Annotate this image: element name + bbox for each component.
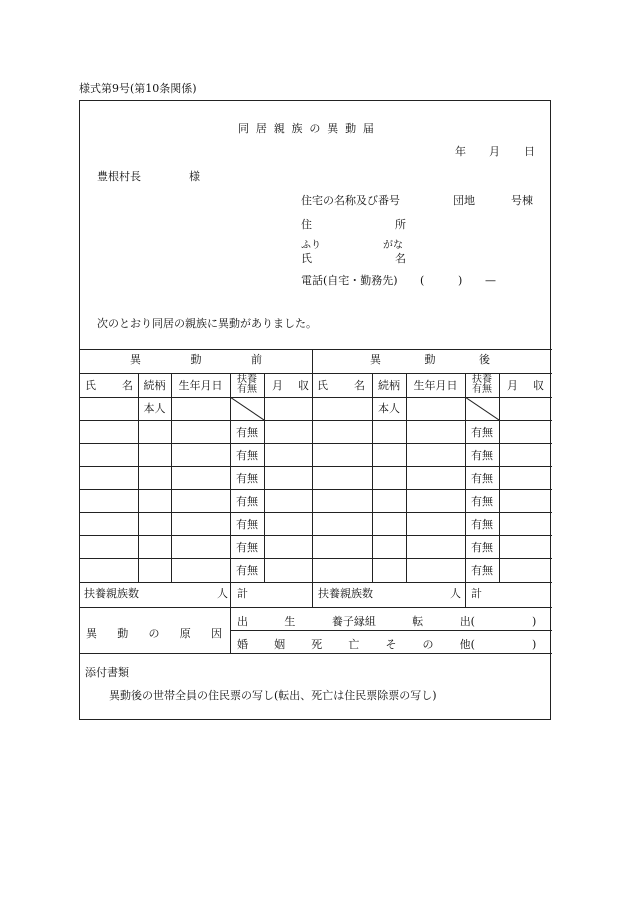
reason-row2-item-5: の: [422, 638, 434, 651]
after-dependent-cell-3: 有無: [471, 495, 493, 508]
after-col-dependent-top: 扶養: [472, 374, 492, 385]
title-char-2: 親: [273, 122, 285, 135]
after-col-name-a: 氏: [317, 379, 328, 392]
before-col-dependent-top: 扶養: [237, 374, 257, 385]
name-label-a: 氏: [301, 252, 312, 265]
reason-row2-item-3: 亡: [348, 638, 360, 651]
attachments-label: 添付書類: [85, 666, 129, 679]
reason-row2-item-0: 婚: [237, 638, 248, 651]
rule-row-4: [80, 512, 552, 513]
notification-form: [79, 100, 551, 720]
rule-h-4: [80, 607, 552, 608]
before-dependent-cell-6: 有無: [236, 564, 258, 577]
after-self-dependent-slash: [465, 397, 499, 420]
rule-v-total-1: [312, 582, 313, 607]
danchi-label: 団地: [453, 194, 475, 207]
before-dependent-cell-4: 有無: [236, 518, 258, 531]
title-char-7: 届: [362, 122, 374, 135]
after-col-income-b: 収: [533, 379, 544, 392]
after-dependent-cell-5: 有無: [471, 541, 493, 554]
rule-row-2: [80, 466, 552, 467]
before-col-income-a: 月: [272, 379, 283, 392]
after-col-dependent-bottom: 有無: [472, 384, 492, 395]
reason-row2-close: ): [532, 638, 537, 651]
section-after-char-0: 異: [370, 353, 381, 366]
reason-row1-item-1: 生: [284, 615, 296, 628]
before-col-name-a: 氏: [85, 379, 96, 392]
addressee-name: 豊根村長: [97, 170, 141, 183]
reason-label-char-2: の: [148, 627, 160, 640]
after-sum-label: 計: [471, 587, 482, 600]
reason-row1-item-0: 出: [237, 615, 248, 628]
rule-h-5: [80, 653, 552, 654]
title-char-0: 同: [238, 122, 249, 135]
reason-row1-item-3: 転: [412, 615, 424, 628]
reason-row1-item-2: 養子縁組: [331, 615, 376, 628]
after-self-relation: 本人: [378, 402, 400, 415]
address-label-b: 所: [395, 218, 406, 231]
before-col-name-b: 名: [122, 379, 133, 392]
reason-options-row2: [237, 639, 475, 650]
rule-v-3: [264, 373, 265, 582]
section-before-char-2: 前: [251, 353, 262, 366]
before-col-dependent: [234, 375, 260, 395]
reason-label: [86, 628, 222, 639]
block-label: 号棟: [511, 194, 533, 207]
before-self-relation: 本人: [143, 402, 166, 415]
after-dependent-cell-6: 有無: [471, 564, 493, 577]
after-dependent-cell-1: 有無: [471, 449, 493, 462]
reason-row2-item-4: そ: [385, 638, 397, 651]
before-dependents-label: 扶養親族数: [84, 587, 139, 600]
title-char-1: 居: [255, 122, 267, 135]
after-col-dependent: [469, 375, 495, 395]
section-after-char-2: 後: [479, 353, 490, 366]
after-dependents-unit: 人: [450, 587, 461, 600]
rule-v-5: [406, 373, 407, 582]
reason-row2-item-2: 死: [311, 638, 323, 651]
date-month: 月: [489, 145, 500, 158]
furigana-label-a: ふり: [301, 240, 321, 251]
rule-v-total-0: [230, 582, 231, 607]
reason-row1-item-4: 出(: [459, 615, 475, 628]
rule-row-3: [80, 489, 552, 490]
rule-row-5: [80, 535, 552, 536]
before-col-income-b: 収: [298, 379, 309, 392]
reason-label-char-1: 動: [117, 627, 129, 640]
before-dependent-cell-5: 有無: [236, 541, 258, 554]
before-sum-label: 計: [237, 587, 248, 600]
rule-v-1: [171, 373, 172, 582]
before-dependent-cell-2: 有無: [236, 472, 258, 485]
rule-h-0: [80, 349, 552, 350]
rule-v-total-2: [465, 582, 466, 607]
before-dependents-unit: 人: [217, 587, 228, 600]
before-col-dependent-bottom: 有無: [237, 384, 257, 395]
phone-label: 電話(自宅・勤務先): [301, 274, 398, 287]
section-before-char-0: 異: [130, 353, 141, 366]
rule-v-mid: [312, 349, 313, 582]
section-before: [130, 354, 262, 365]
reason-row2-item-1: 姻: [274, 638, 286, 651]
rule-row-0: [80, 420, 552, 421]
after-col-relation: 続柄: [378, 379, 400, 392]
after-dependent-cell-2: 有無: [471, 472, 493, 485]
after-dependent-cell-4: 有無: [471, 518, 493, 531]
rule-row-1: [80, 443, 552, 444]
addressee-honorific: 様: [189, 170, 200, 183]
reason-row2-item-6: 他(: [459, 638, 475, 651]
address-label-a: 住: [301, 218, 312, 231]
date-year: 年: [455, 145, 466, 158]
furigana-label-b: がな: [383, 240, 403, 251]
section-after: [370, 354, 490, 365]
after-col-name-b: 名: [354, 379, 365, 392]
date-day: 日: [524, 145, 535, 158]
reason-label-char-3: 原: [179, 627, 191, 640]
rule-v-7: [499, 373, 500, 582]
form-number: 様式第9号(第10条関係): [79, 82, 197, 95]
title-char-5: 異: [327, 122, 339, 135]
before-col-relation: 続柄: [143, 379, 166, 392]
before-dependent-cell-0: 有無: [236, 426, 258, 439]
after-dependent-cell-0: 有無: [471, 426, 493, 439]
phone-close-paren: ): [458, 274, 463, 287]
rule-row-6: [80, 558, 552, 559]
statement: 次のとおり同居の親族に異動がありました。: [97, 317, 317, 330]
rule-reason-mid: [230, 630, 552, 631]
before-col-birth: 生年月日: [178, 379, 223, 392]
attachments-text: 異動後の世帯全員の住民票の写し(転出、死亡は住民票除票の写し): [109, 689, 437, 702]
after-col-birth: 生年月日: [413, 379, 458, 392]
rule-h-3: [80, 582, 552, 583]
name-label-b: 名: [395, 252, 406, 265]
title-char-3: 族: [291, 122, 303, 135]
section-after-char-1: 動: [424, 353, 436, 366]
after-dependents-label: 扶養親族数: [318, 587, 373, 600]
reason-row1-close: ): [532, 615, 537, 628]
reason-label-char-0: 異: [86, 627, 97, 640]
reason-label-char-4: 因: [211, 627, 222, 640]
phone-dash: —: [485, 274, 496, 287]
phone-open-paren: (: [420, 274, 425, 287]
title-char-4: の: [309, 122, 321, 135]
residence-label: 住宅の名称及び番号: [301, 194, 400, 207]
after-col-income-a: 月: [507, 379, 518, 392]
before-dependent-cell-1: 有無: [236, 449, 258, 462]
reason-options-row1: [237, 616, 475, 627]
before-self-dependent-slash: [230, 397, 264, 420]
before-dependent-cell-3: 有無: [236, 495, 258, 508]
rule-v-reason: [230, 607, 231, 653]
section-before-char-1: 動: [190, 353, 202, 366]
title-char-6: 動: [345, 122, 357, 135]
